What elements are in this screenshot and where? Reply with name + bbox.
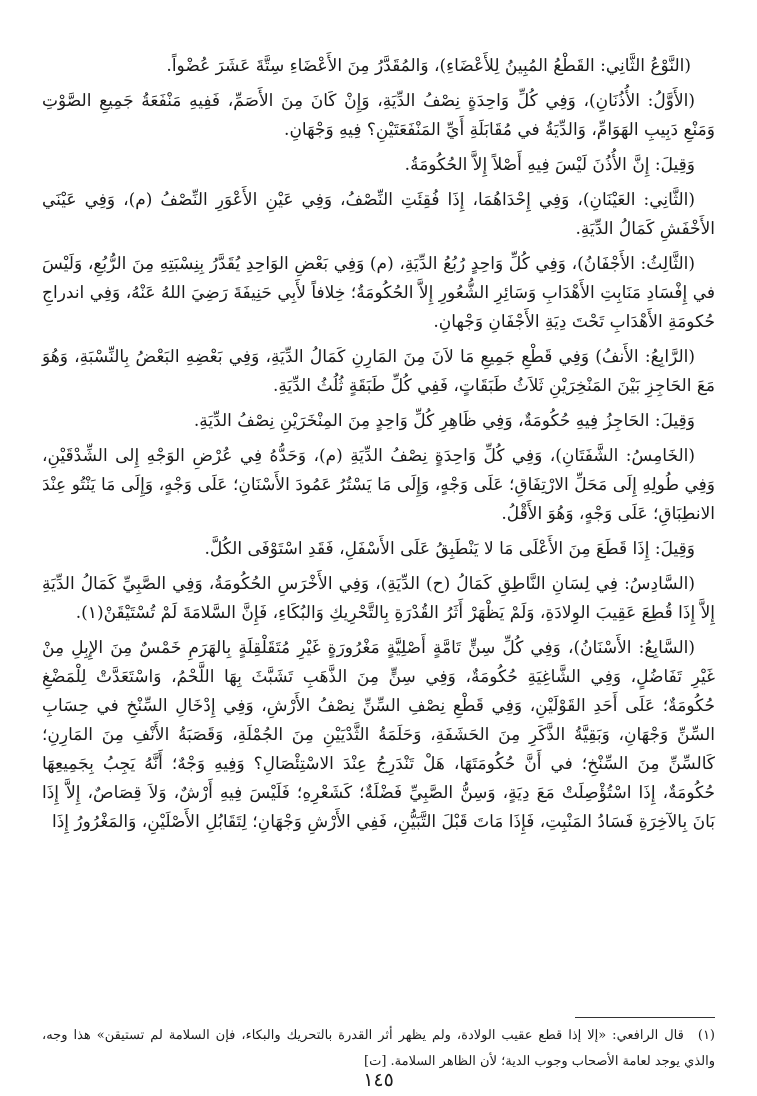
paragraph: (النَّوْعُ الثَّانِي: القَطْعُ المُبِينُ لِلأَعْضَاءِ)، وَالمُقَدَّرُ مِنَ الأَعْضَاءِ سِتَّةَ عَشَرَ عُضْواً. [166, 56, 691, 76]
main-text [42, 52, 715, 843]
paragraph: وَقِيلَ: الحَاجِزُ فِيهِ حُكُومَةٌ، وَفِي ظَاهِرِ كُلِّ وَاحِدٍ مِنَ المِنْخَرَيْنِ نِصْفُ الدِّيَةِ. [193, 411, 695, 431]
paragraph: (الثَّانِي: العَيْنَانِ)، وَفِي إِحْدَاهُمَا، إِذَا فُقِئَتِ النِّصْفُ، وَفِي عَيْنِ الأَعْوَرِ النِّصْفُ (م)، وَفِي عَيْنَي الأَخْفَشِ كَمَالُ الدِّيَةِ. [42, 190, 715, 239]
paragraph: وَقِيلَ: إِذَا قَطَعَ مِنَ الأَعْلَى مَا لا يَنْطَبِقُ عَلَى الأَسْفَلِ، فَقَدِ اسْتَوْفَى الكُلَّ. [204, 539, 695, 559]
paragraph: وَقِيلَ: إِنَّ الأُذُنَ لَيْسَ فِيهِ أَصْلاً إِلاَّ الحُكُومَةُ. [404, 155, 695, 175]
paragraph: (السَّابِعُ: الأَسْنَانُ)، وَفِي كُلِّ سِنٍّ تَامَّةٍ أَصْلِيَّةٍ مَغْرُورَةٍ غَيْرِ مُتَقَلْقِلَةٍ بِالهَرَمِ خَمْسٌ مِنَ الإِبِلِ مِنْ غَيْرِ تَفَاضُلٍ، وَفِي الشَّاغِيَةِ حُكُومَةٌ، وَفِي سِنٍّ مِنَ الذَّهَبِ تَشَبَّثَ بِهَا اللَّحْمُ، وَاسْتَعَدَّتْ لِلْمَضْغِ حُكُومَةٌ؛ عَلَى أَحَدِ القَوْلَيْنِ، وَفِي قَطْعِ نِصْفِ السِّنِّ نِصْفُ الأَرْشِ، وَفِي إِدْخَالِ السِّنْخِ في حِسَابِ السِّنِّ وَجْهَانِ، وَبَقِيَّةُ الذَّكَرِ مِنَ الحَشَفَةِ، وَحَلَمَةُ الثَّدْيَيْنِ مِنَ الجُمْلَةِ، وَقَصَبَةُ الأَنْفِ مِنَ المَارِنِ؛ كَالسِّنِّ مِنَ السِّنْخِ؛ في أَنَّ حُكُومَتَهَا، هَلْ تَنْدَرِجُ عِنْدَ الاسْتِئْصَالِ؟ وَفِيهِ وَجْهٌ؛ أَنَّهُ يَجِبُ بِجَمِيعِهَا حُكُومَةٌ، إِذَا اسْتُؤْصِلَتْ مَعَ دِيَةٍ، وَسِنُّ الصَّبِيِّ فَضْلَةٌ؛ كَشَعْرِهِ؛ فَلَيْسَ فِيهِ أَرْشٌ، وَلاَ قِصَاصٌ، إِلاَّ إِذَا بَانَ بِالآخِرَةِ فَسَادُ المَنْبِتِ، فَإِذَا مَاتَ قَبْلَ التَّبَيُّنِ، فَفِي الأَرْشِ وَجْهَانِ؛ لِتَقَابُلِ الأَصْلَيْنِ، وَالمَغْرُورُ إِذَا [42, 638, 715, 832]
footnote-text: قال الرافعي: «إلا إذا قطع عقيب الولادة، ولم يظهر أثر القدرة بالتحريك والبكاء، فإن السلامة لم تستيقن» هذا وجه، والذي يوجد لعامة الأصحاب وجوب الدية؛ لأن الظاهر السلامة. [ت] [42, 1028, 715, 1069]
footnote-number: (١) [697, 1028, 715, 1043]
paragraph: (الأَوَّلُ: الأُذُنَانِ)، وَفِي كُلِّ وَاحِدَةٍ نِصْفُ الدِّيَةِ، وَإِنْ كَانَ مِنَ الأَصَمِّ، فَفِيهِ مَنْفَعَةُ جَمِيعِ الصَّوْتِ وَمَنْعِ دَبِيبِ الهَوَامِّ، وَالدِّيَةُ في مُقَابَلَةِ أَيِّ المَنْفَعَتَيْنِ؟ فِيهِ وَجْهَانِ. [42, 91, 715, 140]
footnote [42, 1023, 715, 1075]
page-number: ١٤٥ [363, 1069, 394, 1091]
footnote-separator [575, 1017, 715, 1018]
paragraph: (السَّادِسُ: فِي لِسَانِ النَّاطِقِ كَمَالُ (ح) الدِّيَةِ)، وَفِي الأَخْرَسِ الحُكُومَةُ، وَفِي الصَّبِيِّ كَمَالُ الدِّيَةِ إِلاَّ إِذَا قُطِعَ عَقِيبَ الوِلادَةِ، وَلَمْ يَظْهَرْ أَثَرُ القُدْرَةِ بِالتَّحْرِيكِ وَالبُكَاءِ، فَإِنَّ السَّلامَةَ لَمْ تُسْتَيْقَنْ(١). [42, 574, 715, 623]
paragraph: (الثَّالِثُ: الأَجْفَانُ)، وَفِي كُلِّ وَاحِدٍ رُبُعُ الدِّيَةِ، (م) وَفِي بَعْضِ الوَاحِدِ يُقَدَّرُ بِنِسْبَتِهِ مِنَ الرُّبُعِ، وَلَيْسَ في إِفْسَادِ مَنَابِتِ الأَهْدَابِ وَسَائِرِ الشُّعُورِ إِلاَّ الحُكُومَةُ؛ خِلافاً لأَبِي حَنِيفَةَ رَضِيَ اللهُ عَنْهُ، وَفِي اندراجِ حُكومَةِ الأَهْدَابِ تَحْتَ دِيَةِ الأَجْفَانِ وَجْهانِ. [42, 254, 715, 332]
paragraph: (الخَامِسُ: الشَّفَتَانِ)، وَفِي كُلِّ وَاحِدَةٍ نِصْفُ الدِّيَةِ (م)، وَحَدُّهُ فِي عُرْضِ الوَجْهِ إِلى الشِّدْقَيْنِ، وَفِي طُولِهِ إِلَى مَحَلِّ الارْتِفَاقِ؛ عَلَى وَجْهٍ، وَإِلَى مَا يَسْتُرُ عَمُودَ الأَسْنَانِ؛ عَلَى وَجْهٍ، وَإِلَى مَا يَنْتُو عِنْدَ الانطِبَاقِ؛ عَلَى وَجْهٍ، وَهُوَ الأَقْلُ. [42, 446, 715, 524]
paragraph: (الرَّابِعُ: الأَنفُ) وَفِي قَطْعِ جَمِيعِ مَا لاَنَ مِنَ المَارِنِ كَمَالُ الدِّيَةِ، وَفِي بَعْضِهِ البَعْضُ بِالنِّسْبَةِ، وَهُوَ مَعَ الحَاجِزِ بَيْنَ المَنْخِرَيْنِ ثَلاَثُ طَبَقَاتٍ، فَفِي كُلِّ طَبَقَةٍ ثُلُثُ الدِّيَةِ. [42, 347, 715, 396]
